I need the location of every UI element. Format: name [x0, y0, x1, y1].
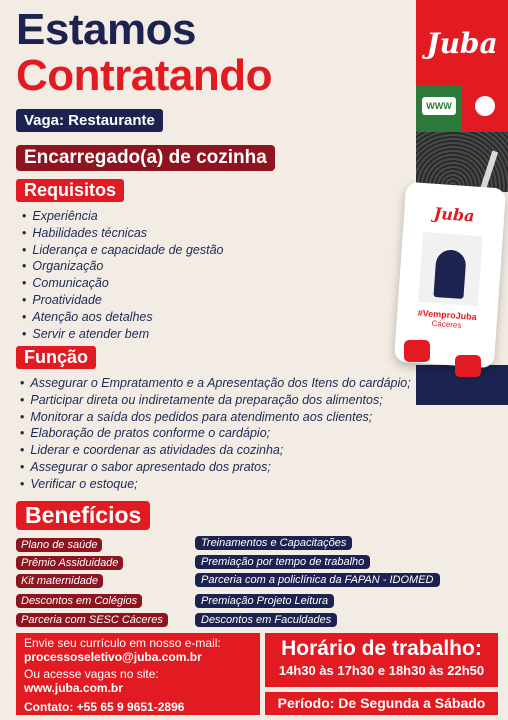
benefit-tag: Premiação Projeto Leitura: [195, 594, 334, 608]
contact-site-label: Ou acesse vagas no site:: [24, 667, 159, 681]
list-item: • Servir e atender bem: [22, 326, 224, 343]
delivery-truck-icon: [455, 355, 481, 377]
funcao-list: [20, 375, 411, 493]
requisitos-title: Requisitos: [16, 179, 124, 202]
ribbon-tile: [462, 86, 508, 132]
list-item: • Organização: [22, 258, 224, 275]
funcao-title: Função: [16, 346, 96, 369]
juba-logo: Juba: [416, 0, 508, 86]
contact-site[interactable]: www.juba.com.br: [24, 681, 123, 695]
contact-email-label: Envie seu currículo em nosso e-mail:: [24, 636, 221, 650]
benefit-tag: Descontos em Faculdades: [195, 613, 337, 627]
www-tile: [416, 86, 462, 132]
badge-photo: [418, 232, 483, 306]
list-item: • Comunicação: [22, 275, 224, 292]
list-item: • Liderança e capacidade de gestão: [22, 242, 224, 259]
list-item: • Experiência: [22, 208, 224, 225]
benefit-tag: Treinamentos e Capacitações: [195, 536, 352, 550]
list-item: • Monitorar a saída dos pedidos para atendimento aos clientes;: [20, 409, 411, 426]
benefit-tag: Kit maternidade: [16, 574, 103, 588]
headline-estamos: Estamos: [16, 5, 196, 54]
award-icon: [475, 96, 495, 116]
list-item: • Atenção aos detalhes: [22, 309, 224, 326]
benefit-tag: Premiação por tempo de trabalho: [195, 555, 370, 569]
list-item: • Verificar o estoque;: [20, 476, 411, 493]
list-item: • Habilidades técnicas: [22, 225, 224, 242]
user-silhouette-icon: [433, 249, 466, 299]
list-item: • Proatividade: [22, 292, 224, 309]
www-icon: WWW: [422, 97, 456, 115]
benefit-tag: Parceria com SESC Cáceres: [16, 613, 168, 627]
benefit-tag: Descontos em Colégios: [16, 594, 142, 608]
benefit-tag: Parceria com a policlínica da FAPAN - IDOMED: [195, 573, 440, 587]
headline-contratando: Contratando: [16, 51, 273, 100]
badge-hashtag: #VemproJuba: [417, 307, 478, 322]
list-item: • Assegurar o sabor apresentado dos pratos;: [20, 459, 411, 476]
badge-city: Cáceres: [431, 318, 462, 330]
badge-logo: Juba: [433, 203, 476, 226]
list-item: • Elaboração de pratos conforme o cardápio;: [20, 425, 411, 442]
contact-box: [16, 633, 260, 715]
hours-title: Horário de trabalho:: [281, 637, 482, 660]
contact-phone[interactable]: Contato: +55 65 9 9651-2896: [24, 700, 185, 714]
benefit-tag: Plano de saúde: [16, 538, 102, 552]
hours-value: 14h30 às 17h30 e 18h30 às 22h50: [278, 663, 485, 678]
list-item: • Assegurar o Empratamento e a Apresentação dos Itens do cardápio;: [20, 375, 411, 392]
role-title: Encarregado(a) de cozinha: [16, 145, 275, 171]
list-item: • Liderar e coordenar as atividades da cozinha;: [20, 442, 411, 459]
hours-box: [265, 633, 498, 687]
requisitos-list: [22, 208, 224, 342]
period-box: Período: De Segunda a Sábado: [265, 692, 498, 715]
contact-email[interactable]: processoseletivo@juba.com.br: [24, 650, 202, 664]
benefit-tag: Prêmio Assiduidade: [16, 556, 123, 570]
beneficios-title: Benefícios: [16, 501, 150, 530]
list-item: • Participar direta ou indiretamente da preparação dos alimentos;: [20, 392, 411, 409]
vaga-label: Vaga: Restaurante: [16, 109, 163, 132]
cart-icon: [404, 340, 430, 362]
